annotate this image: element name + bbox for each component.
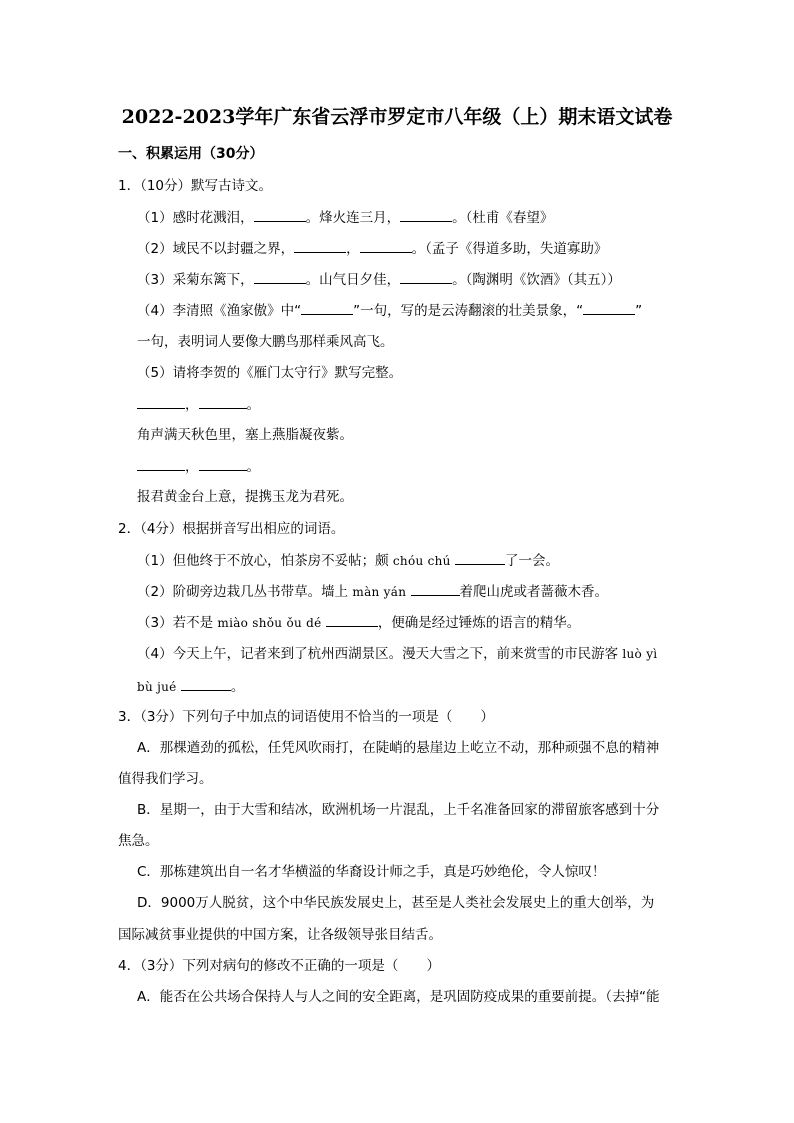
q3-option-b-cont: 焦急。 (118, 833, 159, 849)
text: （2）阶砌旁边栽几丛书带草。墙上 (137, 584, 349, 600)
q4-stem (118, 957, 440, 975)
q1-item-5-line4: 报君黄金台上意，提携玉龙为君死。 (137, 489, 353, 505)
q1-item-5-line1 (137, 395, 260, 414)
text: ”一句，写的是云涛翻滚的壮美景象，“ (353, 303, 584, 319)
text: ， (185, 459, 199, 475)
text: 。 (230, 679, 245, 695)
pinyin: màn yán (352, 585, 407, 599)
text: 。山气日夕佳， (305, 272, 401, 288)
q2-stem: 2．（4分）根据拼音写出相应的词语。 (118, 521, 345, 537)
q3-stem (118, 708, 494, 726)
q1-stem: 1．（10分）默写古诗文。 (118, 178, 273, 194)
pinyin: luò yì (622, 647, 658, 661)
answer-blank[interactable] (583, 301, 635, 315)
text: 。（孟子《得道多助，失道寡助》 (411, 241, 608, 257)
q4-option-a: A．能否在公共场合保持人与人之间的安全距离，是巩固防疫成果的重要前提。（去掉“能 (137, 989, 660, 1005)
text: ，便确是经过锤炼的语言的精华。 (377, 615, 581, 631)
text: 了一会。 (504, 553, 559, 569)
q2-item-1 (137, 551, 559, 570)
text: （1）但他终于不放心，怕茶房不妥帖；颇 (137, 553, 389, 569)
answer-blank[interactable] (411, 582, 460, 596)
q1-item-5-line2: 角声满天秋色里，塞上燕脂凝夜紫。 (137, 427, 353, 443)
text: 。 (246, 459, 260, 475)
q1-item-4-cont: 一句，表明词人要像大鹏鸟那样乘风高飞。 (137, 334, 394, 350)
answer-blank[interactable] (199, 395, 247, 409)
pinyin: bù jué (137, 680, 177, 694)
q1-item-5-line3 (137, 457, 260, 476)
text: ） (480, 709, 494, 725)
text: （3）采菊东篱下， (137, 272, 254, 288)
text: 4．（3分）下列对病句的修改不正确的一项是（ (118, 958, 399, 974)
q2-item-3 (137, 613, 580, 632)
q2-item-4 (137, 645, 657, 663)
text: 。烽火连三月， (305, 210, 401, 226)
text: 着爬山虎或者蔷薇木香。 (459, 584, 609, 600)
answer-blank[interactable] (326, 613, 378, 627)
text: （2）域民不以封疆之界， (137, 241, 295, 257)
answer-blank[interactable] (400, 270, 452, 284)
q3-option-c: C．那栋建筑出自一名才华横溢的华裔设计师之手，真是巧妙绝伦，令人惊叹！ (137, 864, 606, 880)
text: ， (185, 397, 199, 413)
q3-option-a: A．那棵遒劲的孤松，任凭风吹雨打，在陡峭的悬崖边上屹立不动，那种顽强不息的精神 (137, 740, 660, 756)
q1-item-5: （5）请将李贺的《雁门太守行》默写完整。 (137, 365, 403, 381)
q1-item-2 (137, 239, 607, 258)
answer-blank[interactable] (254, 270, 306, 284)
q1-item-1 (137, 208, 553, 227)
text: （1）感时花溅泪， (137, 210, 254, 226)
text: （3）若不是 (137, 615, 214, 631)
answer-blank[interactable] (301, 301, 353, 315)
answer-blank[interactable] (455, 551, 505, 565)
text: ” (635, 303, 643, 319)
q3-option-d-cont: 国际减贫事业提供的中国方案，让各级领导张目结舌。 (118, 927, 442, 943)
text: ， (346, 241, 360, 257)
answer-blank[interactable] (294, 239, 346, 253)
text: 。（杜甫《春望》 (452, 210, 554, 226)
section-heading: 一、积累运用（30分） (118, 146, 264, 162)
answer-blank[interactable] (137, 395, 185, 409)
answer-blank[interactable] (199, 457, 247, 471)
text: 。 (246, 397, 260, 413)
q1-item-3 (137, 270, 621, 289)
q2-item-4-cont (137, 677, 244, 696)
answer-blank[interactable] (254, 208, 306, 222)
pinyin: miào shǒu ǒu dé (217, 616, 322, 630)
text: 3．（3分）下列句子中加点的词语使用不恰当的一项是（ (118, 709, 453, 725)
answer-blank[interactable] (137, 457, 185, 471)
text: （4）今天上午，记者来到了杭州西湖景区。漫天大雪之下，前来赏雪的市民游客 (137, 646, 619, 662)
page-title: 2022-2023学年广东省云浮市罗定市八年级（上）期末语文试卷 (121, 106, 673, 128)
q3-option-b: B．星期一，由于大雪和结冰，欧洲机场一片混乱，上千名准备回家的滞留旅客感到十分 (137, 802, 660, 818)
text: ） (426, 958, 440, 974)
answer-blank[interactable] (400, 208, 452, 222)
q2-item-2 (137, 582, 608, 601)
text: （4）李清照《渔家傲》中“ (137, 303, 302, 319)
text: 。（陶渊明《饮酒》（其五）） (452, 272, 621, 288)
answer-blank[interactable] (181, 677, 231, 691)
q3-option-a-cont: 值得我们学习。 (118, 771, 213, 787)
pinyin: chóu chú (392, 554, 451, 568)
answer-blank[interactable] (360, 239, 412, 253)
q3-option-d: D．9000万人脱贫，这个中华民族发展史上，甚至是人类社会发展史上的重大创举，为 (137, 895, 655, 911)
q1-item-4 (137, 301, 642, 320)
